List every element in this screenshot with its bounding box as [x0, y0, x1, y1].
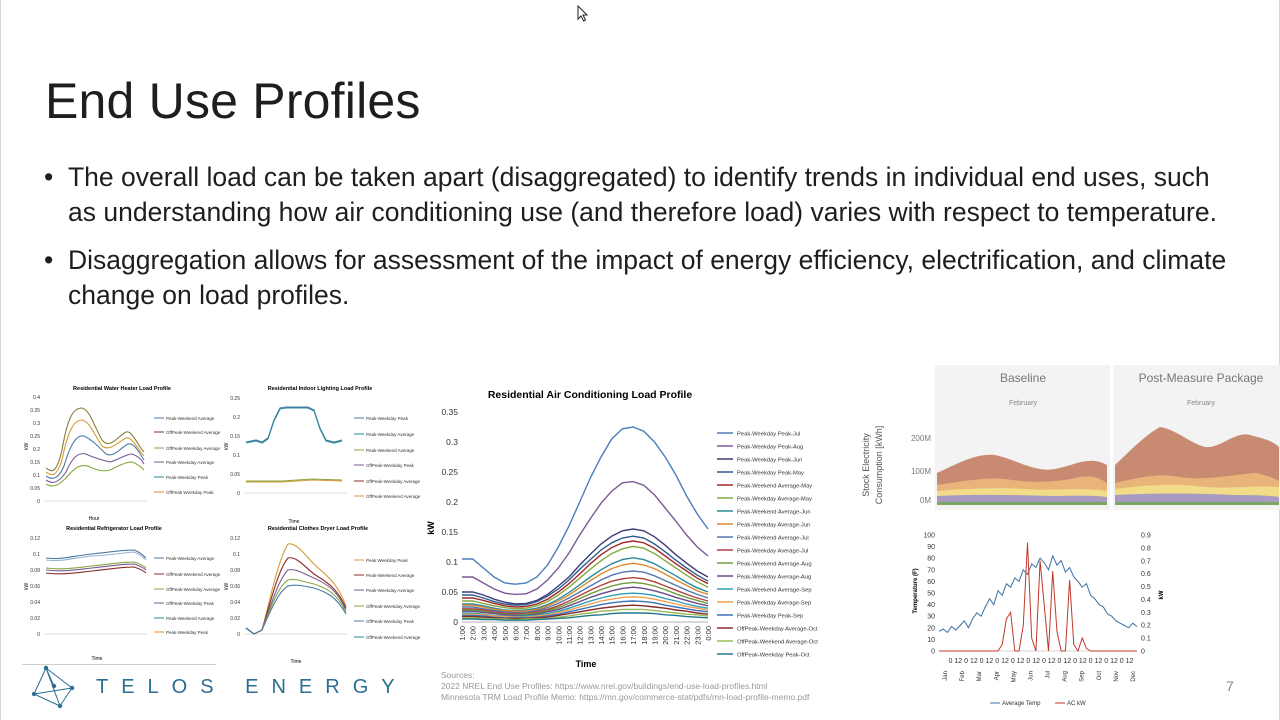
x-tick-label: 13:00 — [586, 626, 596, 645]
x-tick-label: 12:00 — [575, 626, 585, 645]
y-tick-label: 0.15 — [230, 434, 240, 440]
x-axis-label: Time — [290, 659, 302, 665]
x-axis-label: Time — [91, 656, 103, 662]
y-tick-label: 20 — [927, 625, 935, 633]
series-line — [462, 536, 708, 605]
y-tick-label: 0.1 — [33, 473, 40, 479]
series-line — [939, 556, 1137, 633]
legend-entry: Peak-Weekday Average — [166, 460, 215, 465]
legend-entry: Peak-Weekend Average — [366, 448, 415, 453]
legend-entry: Peak Weekday Peak — [366, 558, 408, 563]
y-axis-label: Temperature (F) — [913, 568, 919, 614]
legend-entry: Peak-Weekday Average-May — [737, 496, 812, 503]
y-tick-label: 0.12 — [30, 536, 40, 542]
y-axis-label: Stock Electricity — [861, 433, 871, 497]
y-tick-labels — [911, 434, 931, 505]
y-tick-label: 200M — [910, 434, 931, 443]
y2-tick-label: 0.9 — [1141, 532, 1151, 540]
bullet-list — [44, 160, 1244, 326]
y-tick-label: 0.12 — [230, 536, 240, 542]
legend — [154, 556, 221, 635]
y-tick-label: 80 — [927, 555, 935, 563]
y2-tick-label: 0.8 — [1141, 545, 1151, 553]
legend-entry: OffPeak-Weekday Peak — [366, 463, 414, 468]
y-tick-label: 100M — [910, 467, 931, 476]
x-axis-label: Time — [575, 659, 597, 669]
x-tick-label: 21:00 — [671, 626, 681, 645]
x-axis-label: Hour — [88, 516, 100, 522]
y-tick-label: 0.25 — [441, 467, 458, 477]
legend-entry: Peak-Weekday Peak — [166, 475, 208, 480]
y-tick-label: 90 — [927, 544, 935, 552]
hour-tick-labels: 0 12 0 12 0 12 0 12 0 12 0 12 0 12 0 12 0 12 0 12 0 12 0 12 — [948, 658, 1134, 665]
temperature-ac-chart — [905, 525, 1175, 715]
y-tick-label: 0.2 — [446, 497, 458, 507]
legend-entry: OffPeak-Weekday Average — [366, 604, 421, 609]
y-tick-label: 0.04 — [230, 600, 240, 606]
chart-title: Residential Clothes Dryer Load Profile — [267, 526, 369, 532]
y-tick-label: 0.1 — [233, 453, 240, 459]
y-tick-label: 0 — [237, 491, 240, 497]
y-tick-label: 0.1 — [446, 557, 458, 567]
y-tick-label: 0.05 — [230, 472, 240, 478]
y-tick-label: 0.25 — [230, 396, 240, 402]
legend — [990, 701, 1086, 707]
y-tick-label: 0.35 — [30, 408, 40, 414]
legend-entry: Peak-Weekday Average-Aug — [737, 574, 812, 581]
sources-block — [441, 670, 809, 703]
panel-subtitle: February — [1008, 400, 1038, 407]
bullet-text: The overall load can be taken apart (disaggregated) to identify trends in individual end uses, such as understanding how air conditioning use (and therefore load) varies with respect to temperature. — [68, 162, 1217, 227]
x-tick-label: 3:00 — [479, 626, 489, 641]
legend-entry: Peak-Weekday Peak — [166, 630, 208, 635]
bullet-item — [44, 160, 1244, 229]
month-label: May — [1011, 671, 1018, 683]
panel-subtitle: February — [1186, 400, 1216, 407]
x-tick-label: 5:00 — [500, 626, 510, 641]
y-tick-label: 0 — [37, 632, 40, 638]
legend-entry: Peak-Weekday Average — [366, 432, 415, 437]
y-tick-label: 60 — [927, 578, 935, 586]
panel-title: Baseline — [999, 371, 1047, 385]
series-lines — [46, 550, 146, 574]
y-axis-label: kW — [426, 521, 436, 535]
month-label: Feb — [960, 671, 967, 682]
y-tick-label: 0.05 — [30, 486, 40, 492]
y-tick-labels — [30, 536, 40, 638]
legend-entry: OffPeak-Weekend Average — [166, 572, 221, 577]
dryer-chart — [222, 520, 427, 665]
y-tick-label: 0 — [931, 648, 935, 656]
legend — [154, 416, 221, 495]
legend-entry: OffPeak-Weekday Peak — [166, 601, 214, 606]
x-tick-label: 18:00 — [639, 626, 649, 645]
legend-entry: Average Temp — [1002, 701, 1041, 707]
y-tick-label: 30 — [927, 613, 935, 621]
y-tick-label: 0 — [453, 617, 458, 627]
y-tick-label: 0.3 — [33, 421, 40, 427]
slide-left-border — [0, 0, 1, 720]
y-tick-label: 10 — [927, 636, 935, 644]
month-label: Jun — [1028, 671, 1035, 681]
y-tick-label: 40 — [927, 602, 935, 610]
legend-entry: Peak-Weekday Peak-Jul — [737, 431, 801, 438]
chart-title: Residential Indoor Lighting Load Profile — [267, 386, 373, 392]
legend-entry: Peak-Weekend Average — [166, 616, 215, 621]
legend-entry: OffPeak Weekday Peak — [166, 490, 214, 495]
series-line — [939, 543, 1137, 651]
series-lines — [246, 544, 346, 634]
y2-tick-label: 0.4 — [1141, 596, 1151, 604]
y-tick-labels — [30, 395, 40, 505]
bullet-item — [44, 243, 1244, 312]
y-tick-label: 0.25 — [30, 434, 40, 440]
bullet-marker: • — [44, 245, 54, 275]
legend-entry: Peak-Weekend Average-Jul — [737, 535, 809, 542]
y2-tick-label: 0.6 — [1141, 571, 1151, 579]
legend-entry: OffPeak-Weekday Average-Oct — [737, 626, 818, 633]
slide-title: End Use Profiles — [45, 73, 421, 129]
x-tick-label: 16:00 — [618, 626, 628, 645]
source-link[interactable]: 2022 NREL End Use Profiles: https://www.nrel.gov/buildings/end-use-load-profiles.html — [441, 681, 768, 691]
x-tick-label: 7:00 — [522, 626, 532, 641]
x-tick-label: 6:00 — [511, 626, 521, 641]
legend-entry: Peak-Weekday Average — [366, 588, 415, 593]
y-tick-label: 0M — [919, 496, 931, 505]
legend-entry: Peak-Weekend Average-Aug — [737, 561, 812, 568]
x-tick-label: 19:00 — [650, 626, 660, 645]
legend-entry: Peak-Weekday Peak-Sep — [737, 613, 804, 620]
chart-title: Residential Refrigerator Load Profile — [66, 526, 162, 532]
y-tick-label: 0.15 — [441, 527, 458, 537]
y-tick-label: 0 — [237, 632, 240, 638]
y2-tick-label: 0.1 — [1141, 635, 1151, 643]
y-tick-label: 0.35 — [441, 407, 458, 417]
legend-entry: OffPeak-Weekday Peak — [366, 619, 414, 624]
y-tick-label: 0.06 — [230, 584, 240, 590]
ac-load-profile-chart — [420, 378, 840, 670]
legend-entry: AC kW — [1067, 701, 1086, 707]
chart-title: Residential Water Heater Load Profile — [73, 386, 171, 392]
y-axis-label: kW — [224, 582, 230, 590]
y2-tick-label: 0.7 — [1141, 558, 1151, 566]
y-axis-label: kW — [224, 442, 230, 450]
x-tick-label: 4:00 — [490, 626, 500, 641]
x-tick-label: 20:00 — [661, 626, 671, 645]
x-tick-label: 15:00 — [607, 626, 617, 645]
month-label: Mar — [977, 671, 984, 682]
refrigerator-chart — [22, 520, 227, 665]
lighting-chart — [222, 380, 427, 525]
y-tick-label: 0.2 — [233, 415, 240, 421]
y2-axis-label: kW — [1159, 590, 1165, 600]
legend-entry: OffPeak-Weekday Average — [166, 446, 221, 451]
y2-tick-label: 0 — [1141, 648, 1145, 656]
bullet-marker: • — [44, 162, 54, 192]
mouse-cursor-icon — [577, 5, 589, 23]
telos-logo-icon — [30, 664, 90, 712]
x-tick-label: 8:00 — [532, 626, 542, 641]
legend-entry: Peak-Weekday Average-Jul — [737, 548, 809, 555]
legend-entry: Peak-Weekday Average-Jun — [737, 522, 811, 529]
legend-entry: Peak-Weekend Average — [166, 416, 215, 421]
legend-entry: Peak-Weekday Peak-Jun — [737, 457, 803, 464]
month-label: Aug — [1062, 671, 1069, 682]
y-tick-label: 0.05 — [441, 587, 458, 597]
legend-entry: OffPeak-Weekday Average — [166, 587, 221, 592]
water-heater-chart — [22, 380, 227, 525]
page-number: 7 — [1226, 678, 1234, 694]
y-tick-label: 0.1 — [33, 552, 40, 558]
x-axis-label: Time — [288, 519, 300, 525]
x-tick-label: 2:00 — [468, 626, 478, 641]
month-label: Nov — [1113, 671, 1120, 682]
legend-entry: Peak-Weekday Peak-Aug — [737, 444, 804, 451]
y-tick-label: 0.2 — [33, 447, 40, 453]
y-tick-label: 70 — [927, 567, 935, 575]
y-tick-label: 0.08 — [30, 568, 40, 574]
y-tick-labels — [230, 396, 240, 497]
month-label: Jul — [1045, 671, 1052, 679]
month-label: Apr — [994, 671, 1001, 681]
month-label: Jan — [943, 671, 949, 681]
y-axis-label: kW — [24, 582, 30, 590]
company-name: TELOS ENERGY — [96, 676, 408, 698]
y-tick-label: 0.06 — [30, 584, 40, 590]
legend — [354, 558, 421, 640]
legend-entry: Peak-Weekday Peak — [366, 416, 408, 421]
legend — [354, 416, 421, 499]
series-lines — [246, 407, 342, 482]
legend-entry: Peak-Weekday Peak-May — [737, 470, 804, 477]
y2-tick-label: 0.2 — [1141, 622, 1151, 630]
series-lines — [46, 408, 144, 486]
y-tick-label: 100 — [923, 532, 935, 540]
y-tick-label: 0.1 — [233, 552, 240, 558]
y-tick-label: 0.08 — [230, 568, 240, 574]
bullet-text: Disaggregation allows for assessment of the impact of energy efficiency, electrification, and climate change on load profiles. — [68, 245, 1227, 310]
x-tick-label: 17:00 — [629, 626, 639, 645]
legend-entry: OffPeak-Weekend Average — [366, 494, 421, 499]
x-tick-label: 11:00 — [564, 626, 574, 645]
y-tick-label: 0 — [37, 499, 40, 505]
x-tick-label: 22:00 — [682, 626, 692, 645]
x-tick-label: 9:00 — [543, 626, 553, 641]
legend-entry: OffPeak-Weekend Average-Oct — [737, 639, 818, 646]
legend-entry: OffPeak-Weekday Average — [366, 479, 421, 484]
y-tick-labels — [230, 536, 240, 638]
x-tick-label: 23:00 — [693, 626, 703, 645]
x-tick-label: 1:00 — [458, 626, 467, 641]
x-tick-label: 14:00 — [597, 626, 607, 645]
y-axis-label: kW — [24, 442, 30, 450]
sources-label: Sources: — [441, 670, 475, 680]
y-tick-label: 0.02 — [230, 616, 240, 622]
legend-entry: Peak-Weekday Average-Sep — [737, 600, 812, 607]
legend-entry: Peak-Weekend Average-Sep — [737, 587, 812, 594]
legend-entry: Peak-Weekday Average — [166, 556, 215, 561]
y-tick-label: 0.15 — [30, 460, 40, 466]
y-tick-label: 0.02 — [30, 616, 40, 622]
source-link[interactable]: Minnesota TRM Load Profile Memo: https://mn.gov/commerce-stat/pdfs/mn-load-profile-memo.pdf — [441, 692, 810, 702]
y2-tick-label: 0.3 — [1141, 609, 1151, 617]
legend-entry: Peak-Weekend Average-May — [737, 483, 813, 490]
y2-tick-label: 0.5 — [1141, 584, 1151, 592]
legend-entry: OffPeak-Weekday Peak-Oct — [737, 652, 810, 659]
y-axis-label: Consumption [kWh] — [874, 425, 884, 505]
month-label: Oct — [1096, 671, 1103, 681]
legend-entry: Peak-Weekend Average-Jun — [737, 509, 811, 516]
y-tick-label: 0.3 — [446, 437, 458, 447]
baseline-comparison-chart — [855, 365, 1280, 515]
legend-entry: OffPeak-Weekend Average — [166, 430, 221, 435]
month-label: Sep — [1079, 671, 1086, 682]
month-label: Dec — [1131, 671, 1137, 682]
y-tick-label: 0.04 — [30, 600, 40, 606]
y-tick-label: 0.4 — [33, 395, 40, 401]
panel-title: Post-Measure Package — [1138, 371, 1264, 385]
chart-title: Residential Air Conditioning Load Profile — [487, 389, 693, 401]
y-tick-label: 50 — [927, 590, 935, 598]
legend-entry: OffPeak-Weekend Average — [366, 635, 421, 640]
x-tick-label: 10:00 — [554, 626, 564, 645]
legend-entry: Peak-Weekend Average — [366, 573, 415, 578]
x-tick-label: 0:00 — [704, 626, 713, 641]
